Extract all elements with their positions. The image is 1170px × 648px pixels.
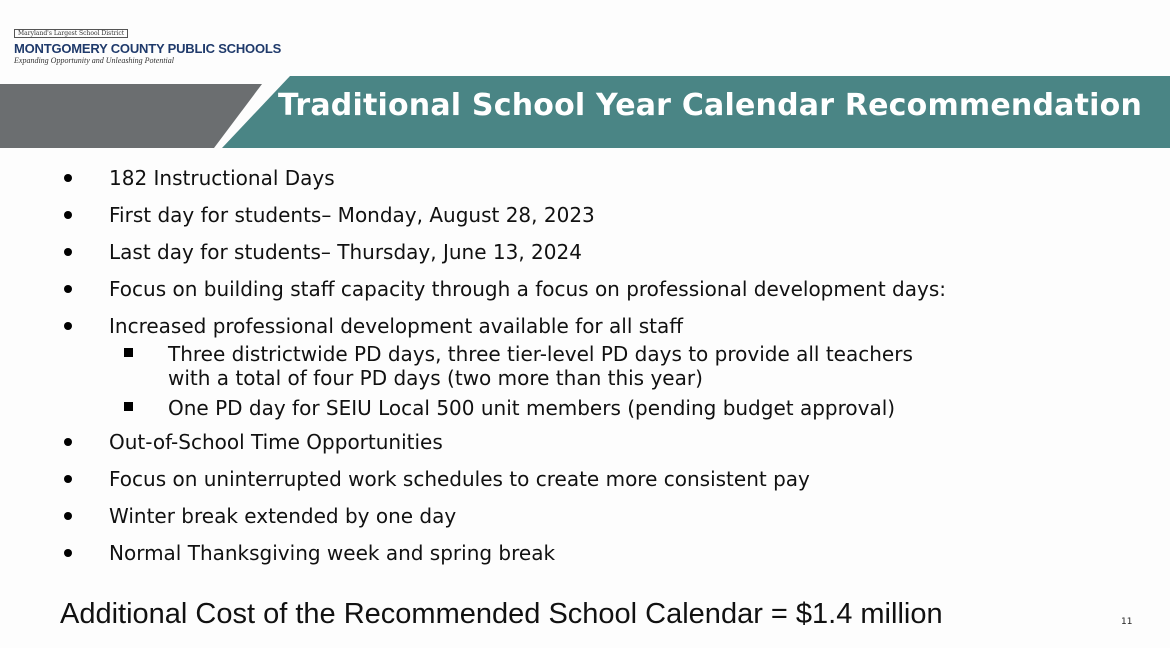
bullet-text: Last day for students– Thursday, June 13, 2024 [109, 240, 582, 264]
bullet-icon [64, 322, 72, 330]
list-item [60, 314, 946, 420]
bullet-text: Winter break extended by one day [109, 504, 457, 528]
page-number: 11 [1121, 617, 1133, 627]
bullet-text: Focus on building staff capacity through a focus on professional development days: [109, 277, 946, 301]
bullet-text: First day for students– Monday, August 28, 2023 [109, 203, 595, 227]
bullet-list [60, 166, 946, 578]
cost-summary: Additional Cost of the Recommended School Calendar = $1.4 million [60, 598, 943, 630]
bullet-icon [64, 549, 72, 557]
bullet-icon [64, 438, 72, 446]
bullet-text: Focus on uninterrupted work schedules to create more consistent pay [109, 467, 810, 491]
district-name: MONTGOMERY COUNTY PUBLIC SCHOOLS [14, 41, 282, 56]
list-item [60, 240, 946, 264]
square-bullet-icon [124, 348, 133, 357]
sub-item-text-continued: with a total of four PD days (two more than this year) [168, 366, 703, 390]
sub-list-item [109, 342, 946, 390]
bullet-text: Normal Thanksgiving week and spring break [109, 541, 556, 565]
bullet-icon [64, 174, 72, 182]
title-banner [0, 76, 1170, 148]
bullet-icon [64, 475, 72, 483]
bullet-icon [64, 248, 72, 256]
bullet-text: Increased professional development available for all staff [109, 314, 684, 338]
bullet-text: 182 Instructional Days [109, 166, 335, 190]
district-slogan: Expanding Opportunity and Unleashing Potential [14, 56, 174, 65]
bullet-icon [64, 211, 72, 219]
sub-list-item [109, 396, 946, 420]
square-bullet-icon [124, 402, 133, 411]
list-item [60, 467, 946, 491]
slide-title: Traditional School Year Calendar Recommendation [278, 88, 1143, 123]
bullet-icon [64, 512, 72, 520]
list-item [60, 166, 946, 190]
district-logo [14, 20, 281, 66]
sub-item-text: One PD day for SEIU Local 500 unit members (pending budget approval) [168, 396, 896, 420]
list-item [60, 430, 946, 454]
sub-item-text: Three districtwide PD days, three tier-level PD days to provide all teachers [168, 342, 913, 366]
bullet-text: Out-of-School Time Opportunities [109, 430, 443, 454]
district-tag: Maryland's Largest School District [14, 29, 128, 38]
list-item [60, 504, 946, 528]
list-item [60, 277, 946, 301]
bullet-icon [64, 285, 72, 293]
list-item [60, 203, 946, 227]
list-item [60, 541, 946, 565]
sub-list [109, 342, 946, 420]
